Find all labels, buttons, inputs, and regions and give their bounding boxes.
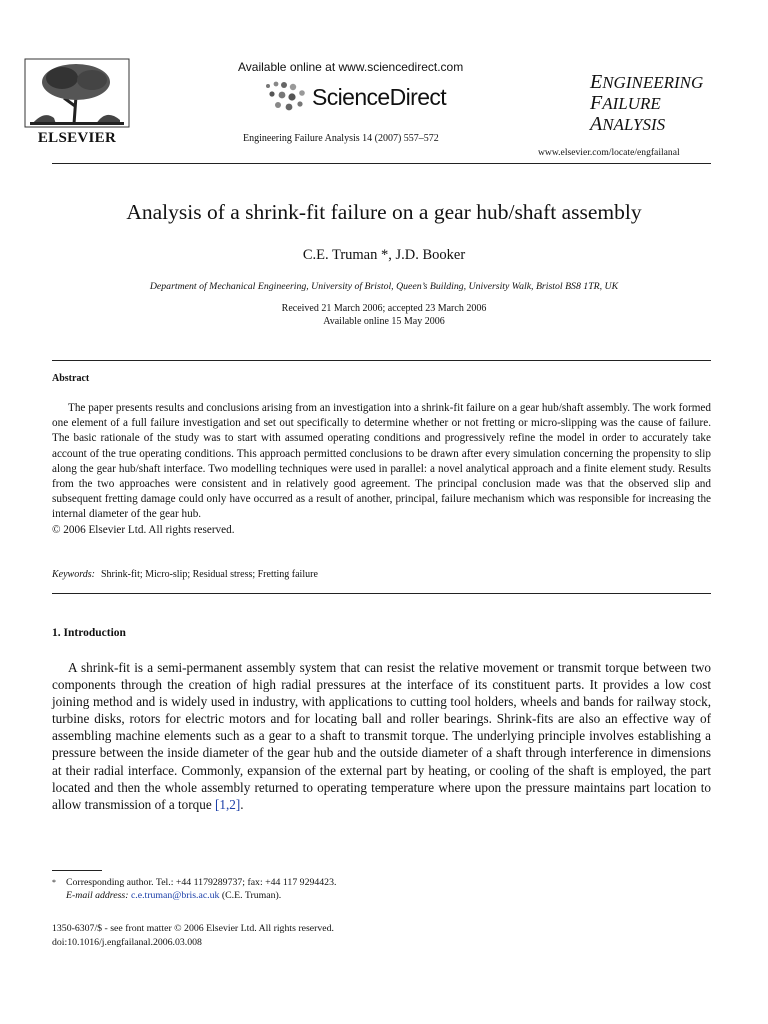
sciencedirect-logo bbox=[262, 80, 472, 116]
section-heading-introduction: 1. Introduction bbox=[52, 627, 126, 639]
available-online-text: Available online at www.sciencedirect.com bbox=[238, 60, 464, 74]
introduction-paragraph: A shrink-fit is a semi-permanent assembly system that can resist the relative movement or transmit torque between two components through the creation of high radial pressures at the interface of its constituent parts. It provides a low cost joining method and is widely used in industry, with applications to cutting tool holders, wheels and bands for railway stock, turbine disks, rotors for electric motors and for locating ball and roller bearings. Shrink-fits are also an effective way of assembling machine elements such as a gear to a shaft to transmit torque. The underlying principle involves establishing a pressure between the inside diameter of the gear hub and the outside diameter of a shaft through interference in dimensions at their radial interface. Commonly, expansion of the external part by heating, or cooling of the shaft is employed, the part located and then the whole assembly returned to operating temperature where upon the pressure maintains part location to allow transmission of a torque [1,2]. bbox=[52, 660, 711, 812]
publication-meta bbox=[52, 922, 334, 950]
corresponding-author: Corresponding author. Tel.: +44 1179289737; fax: +44 117 9294423. bbox=[66, 877, 337, 888]
issn-line: 1350-6307/$ - see front matter © 2006 Elsevier Ltd. All rights reserved. bbox=[52, 923, 334, 934]
publisher-name: ELSEVIER bbox=[37, 130, 117, 146]
doi-line: doi:10.1016/j.engfailanal.2006.03.008 bbox=[52, 937, 202, 948]
footnote-divider bbox=[52, 870, 102, 871]
keywords-label: Keywords: bbox=[52, 569, 95, 580]
article-title: Analysis of a shrink-fit failure on a gear hub/shaft assembly bbox=[126, 200, 642, 224]
email-link[interactable]: c.e.truman@bris.ac.uk bbox=[130, 890, 220, 901]
elsevier-logo bbox=[24, 58, 130, 150]
tree-icon bbox=[24, 58, 130, 128]
sciencedirect-wordmark: ScienceDirect bbox=[312, 84, 447, 110]
article-authors: C.E. Truman *, J.D. Booker bbox=[302, 247, 466, 263]
sciencedirect-dots-icon bbox=[262, 80, 308, 112]
abstract-text: The paper presents results and conclusions arising from an investigation into a shrink-fit failure on a gear hub/shaft assembly. The work formed one element of a full failure investigation and set out specifically to determine whether or not fretting or micro-slipping was the cause of failure. The basic rationale of the study was to start with assumed operating conditions and progressively refine the model in order to accurately take account of the true operating conditions. This approach permitted conclusions to be drawn after every simulation concerning the propensity to slip along the gear hub/shaft interface. Two modelling techniques were used in parallel: a novel analytical approach and a finite element study. Results from the two approaches were consistent and in relatively good agreement. The principal conclusion made was that the observed slip and subsequent fretting damage could only have occurred as a result of another, principal, failure mechanism which was responsible for increasing the internal diameter of the gear hub. bbox=[52, 402, 711, 521]
footnote: * Corresponding author. Tel.: +44 1179289737; fax: +44 117 9294423. E-mail address: c.e.truman@bris.ac.uk (C.E. Truman). bbox=[52, 877, 337, 901]
journal-reference: Engineering Failure Analysis 14 (2007) 557–572 bbox=[243, 133, 439, 144]
journal-url[interactable]: www.elsevier.com/locate/engfailanal bbox=[538, 147, 680, 158]
keywords-list: Shrink-fit; Micro-slip; Residual stress; Fretting failure bbox=[100, 569, 318, 580]
abstract-heading: Abstract bbox=[52, 373, 90, 384]
article-dates bbox=[0, 302, 768, 328]
citation-link[interactable]: [1,2] bbox=[214, 796, 241, 812]
email-label: E-mail address: bbox=[66, 890, 129, 901]
available-date: Available online 15 May 2006 bbox=[323, 316, 445, 327]
author-affiliation: Department of Mechanical Engineering, University of Bristol, Queen’s Building, University Walk, Bristol BS8 1TR, UK bbox=[149, 281, 619, 292]
journal-title: ENGINEERING FAILURE ANALYSIS bbox=[590, 71, 704, 135]
received-date: Received 21 March 2006; accepted 23 March 2006 bbox=[281, 303, 487, 314]
abstract-body bbox=[52, 401, 711, 538]
abstract-top-divider bbox=[52, 360, 711, 361]
abstract-bottom-divider bbox=[52, 593, 711, 594]
abstract-copyright: © 2006 Elsevier Ltd. All rights reserved. bbox=[52, 523, 235, 536]
keywords bbox=[52, 569, 318, 580]
header-divider bbox=[52, 163, 711, 164]
